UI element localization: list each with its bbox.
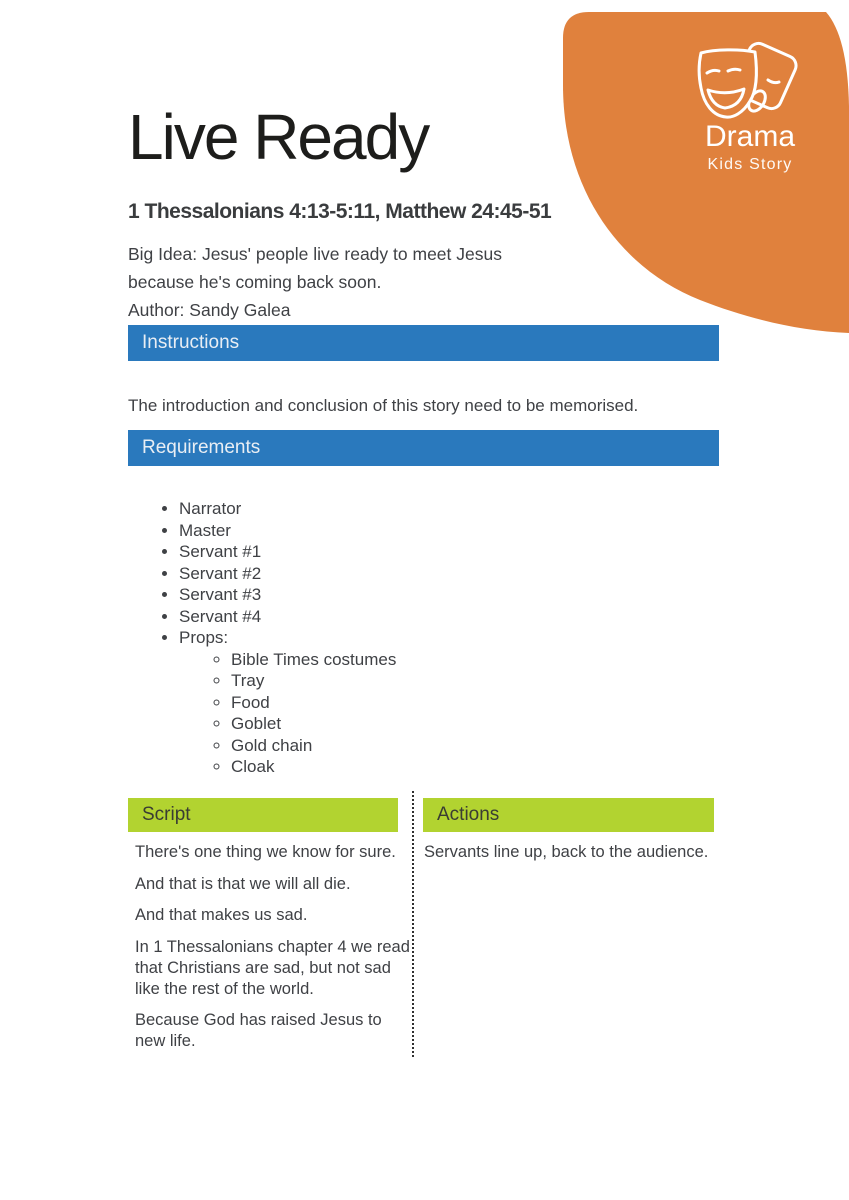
big-idea: Big Idea: Jesus' people live ready to meet Jesus because he's coming back soon. bbox=[128, 244, 502, 292]
scripture-reference: 1 Thessalonians 4:13-5:11, Matthew 24:45-51 bbox=[128, 200, 552, 223]
script-paragraph: Because God has raised Jesus to new life. bbox=[135, 1011, 382, 1050]
script-paragraph: In 1 Thessalonians chapter 4 we read that Christians are sad, but not sad like the rest of the world. bbox=[135, 937, 410, 998]
script-header-bar bbox=[128, 798, 398, 832]
list-item: • Servant #4 bbox=[179, 606, 396, 628]
requirements-heading: Requirements bbox=[142, 437, 261, 458]
actions-column-heading: Actions bbox=[437, 804, 500, 825]
list-item: ◦ Bible Times costumes bbox=[231, 649, 396, 671]
actions-header-bar bbox=[423, 798, 714, 832]
intro-block bbox=[128, 240, 568, 324]
cast-list bbox=[128, 498, 396, 778]
list-item: ◦ Gold chain bbox=[231, 735, 396, 757]
list-item: • Servant #1 bbox=[179, 541, 396, 563]
list-item: • Narrator bbox=[179, 498, 396, 520]
list-item: • Master bbox=[179, 520, 396, 542]
author: Author: Sandy Galea bbox=[128, 300, 291, 320]
props-list bbox=[179, 649, 396, 778]
actions-column bbox=[424, 842, 710, 874]
actions-paragraph: Servants line up, back to the audience. bbox=[424, 843, 709, 861]
instructions-header-bar bbox=[128, 325, 719, 361]
requirements-header-bar bbox=[128, 430, 719, 466]
list-item: ◦ Tray bbox=[231, 670, 396, 692]
list-item: ◦ Food bbox=[231, 692, 396, 714]
list-item: ◦ Goblet bbox=[231, 713, 396, 735]
list-item: • Props: bbox=[179, 627, 396, 649]
page-title: Live Ready bbox=[128, 101, 429, 173]
brand-name: Drama bbox=[704, 120, 795, 153]
script-paragraph: And that makes us sad. bbox=[135, 906, 308, 924]
brand-tagline: Kids Story bbox=[707, 156, 793, 173]
script-paragraph: There's one thing we know for sure. bbox=[135, 843, 396, 861]
instructions-heading: Instructions bbox=[142, 332, 240, 353]
instructions-body: The introduction and conclusion of this story need to be memorised. bbox=[128, 396, 639, 415]
script-column bbox=[135, 842, 413, 1063]
script-paragraph: And that is that we will all die. bbox=[135, 874, 351, 893]
list-item: ◦ Cloak bbox=[231, 756, 396, 778]
list-item: • Servant #2 bbox=[179, 563, 396, 585]
script-column-heading: Script bbox=[142, 804, 191, 825]
list-item: • Servant #3 bbox=[179, 584, 396, 606]
